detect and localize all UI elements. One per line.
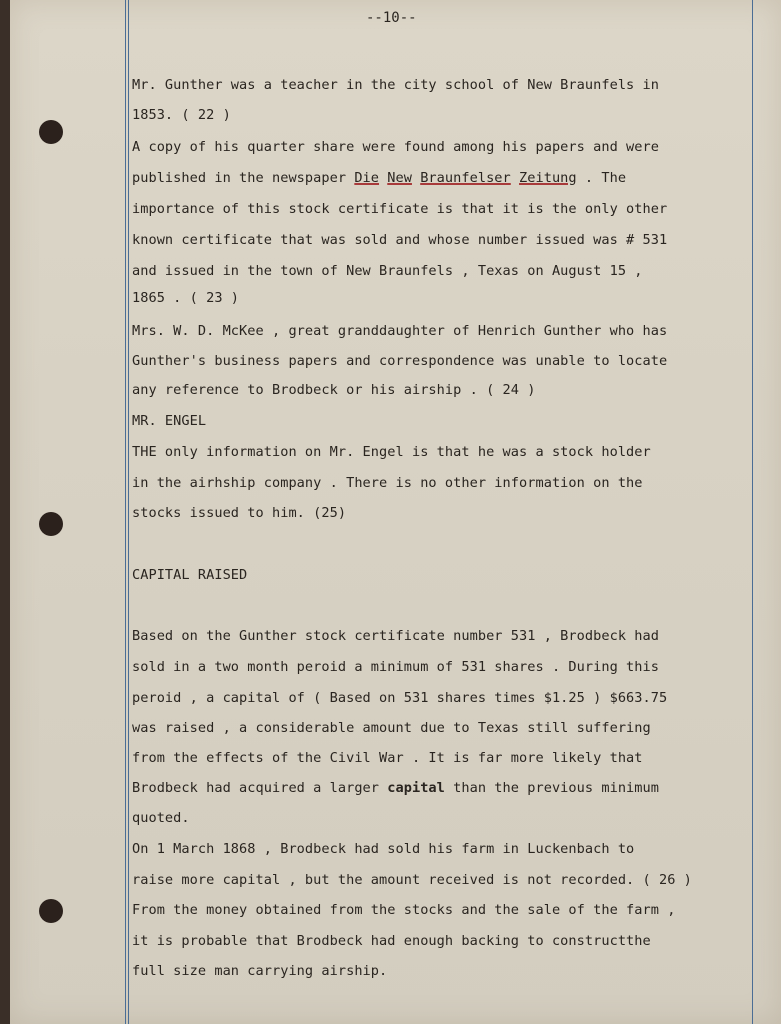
section-heading: MR. ENGEL xyxy=(132,413,207,429)
text-line: stocks issued to him. (25) xyxy=(132,505,347,521)
text-line: Mr. Gunther was a teacher in the city school of New Braunfels in xyxy=(132,77,659,93)
punch-hole xyxy=(39,899,63,923)
bold-word: capital xyxy=(387,780,445,796)
newspaper-title-word: New xyxy=(387,170,412,186)
newspaper-title-word: Braunfelser xyxy=(420,170,511,186)
text-line: peroid , a capital of ( Based on 531 shares times $1.25 ) $663.75 xyxy=(132,690,668,706)
text-line: it is probable that Brodbeck had enough backing to constructthe xyxy=(132,933,651,949)
text-span: . The xyxy=(576,170,627,186)
text-line: Mrs. W. D. McKee , great granddaughter of Henrich Gunther who has xyxy=(132,323,668,339)
margin-rule xyxy=(125,0,126,1024)
text-line: 1853. ( 22 ) xyxy=(132,107,231,123)
text-line: On 1 March 1868 , Brodbeck had sold his farm in Luckenbach to xyxy=(132,841,635,857)
text-line: sold in a two month peroid a minimum of 531 shares . During this xyxy=(132,659,659,675)
text-line: any reference to Brodbeck or his airship . ( 24 ) xyxy=(132,382,536,398)
text-line: THE only information on Mr. Engel is that he was a stock holder xyxy=(132,444,651,460)
newspaper-title-word: Zeitung xyxy=(519,170,577,186)
text-span xyxy=(412,170,420,186)
text-line: and issued in the town of New Braunfels , Texas on August 15 , xyxy=(132,263,643,279)
text-line: from the effects of the Civil War . It is far more likely that xyxy=(132,750,643,766)
text-line xyxy=(132,170,626,186)
text-span: published in the newspaper xyxy=(132,170,355,186)
text-line: A copy of his quarter share were found among his papers and were xyxy=(132,139,659,155)
page-number: --10-- xyxy=(366,10,417,26)
text-span: Brodbeck had acquired a larger xyxy=(132,780,388,796)
margin-rule xyxy=(128,0,129,1024)
text-line: Gunther's business papers and correspondence was unable to locate xyxy=(132,353,668,369)
text-line: full size man carrying airship. xyxy=(132,963,388,979)
text-line: From the money obtained from the stocks and the sale of the farm , xyxy=(132,902,676,918)
text-span xyxy=(511,170,519,186)
document-page xyxy=(10,0,781,1024)
section-heading: CAPITAL RAISED xyxy=(132,567,248,583)
text-span: than the previous minimum xyxy=(444,780,659,796)
text-line xyxy=(132,780,659,796)
punch-hole xyxy=(39,512,63,536)
punch-hole xyxy=(39,120,63,144)
text-line: Based on the Gunther stock certificate number 531 , Brodbeck had xyxy=(132,628,659,644)
text-line: known certificate that was sold and whose number issued was # 531 xyxy=(132,232,668,248)
text-line: importance of this stock certificate is that it is the only other xyxy=(132,201,668,217)
newspaper-title-word: Die xyxy=(354,170,380,186)
text-line: in the airhship company . There is no other information on the xyxy=(132,475,643,491)
text-line: quoted. xyxy=(132,810,190,826)
text-line: raise more capital , but the amount received is not recorded. ( 26 ) xyxy=(132,872,692,888)
text-line: 1865 . ( 23 ) xyxy=(132,290,240,306)
text-line: was raised , a considerable amount due to Texas still suffering xyxy=(132,720,651,736)
margin-rule xyxy=(752,0,753,1024)
